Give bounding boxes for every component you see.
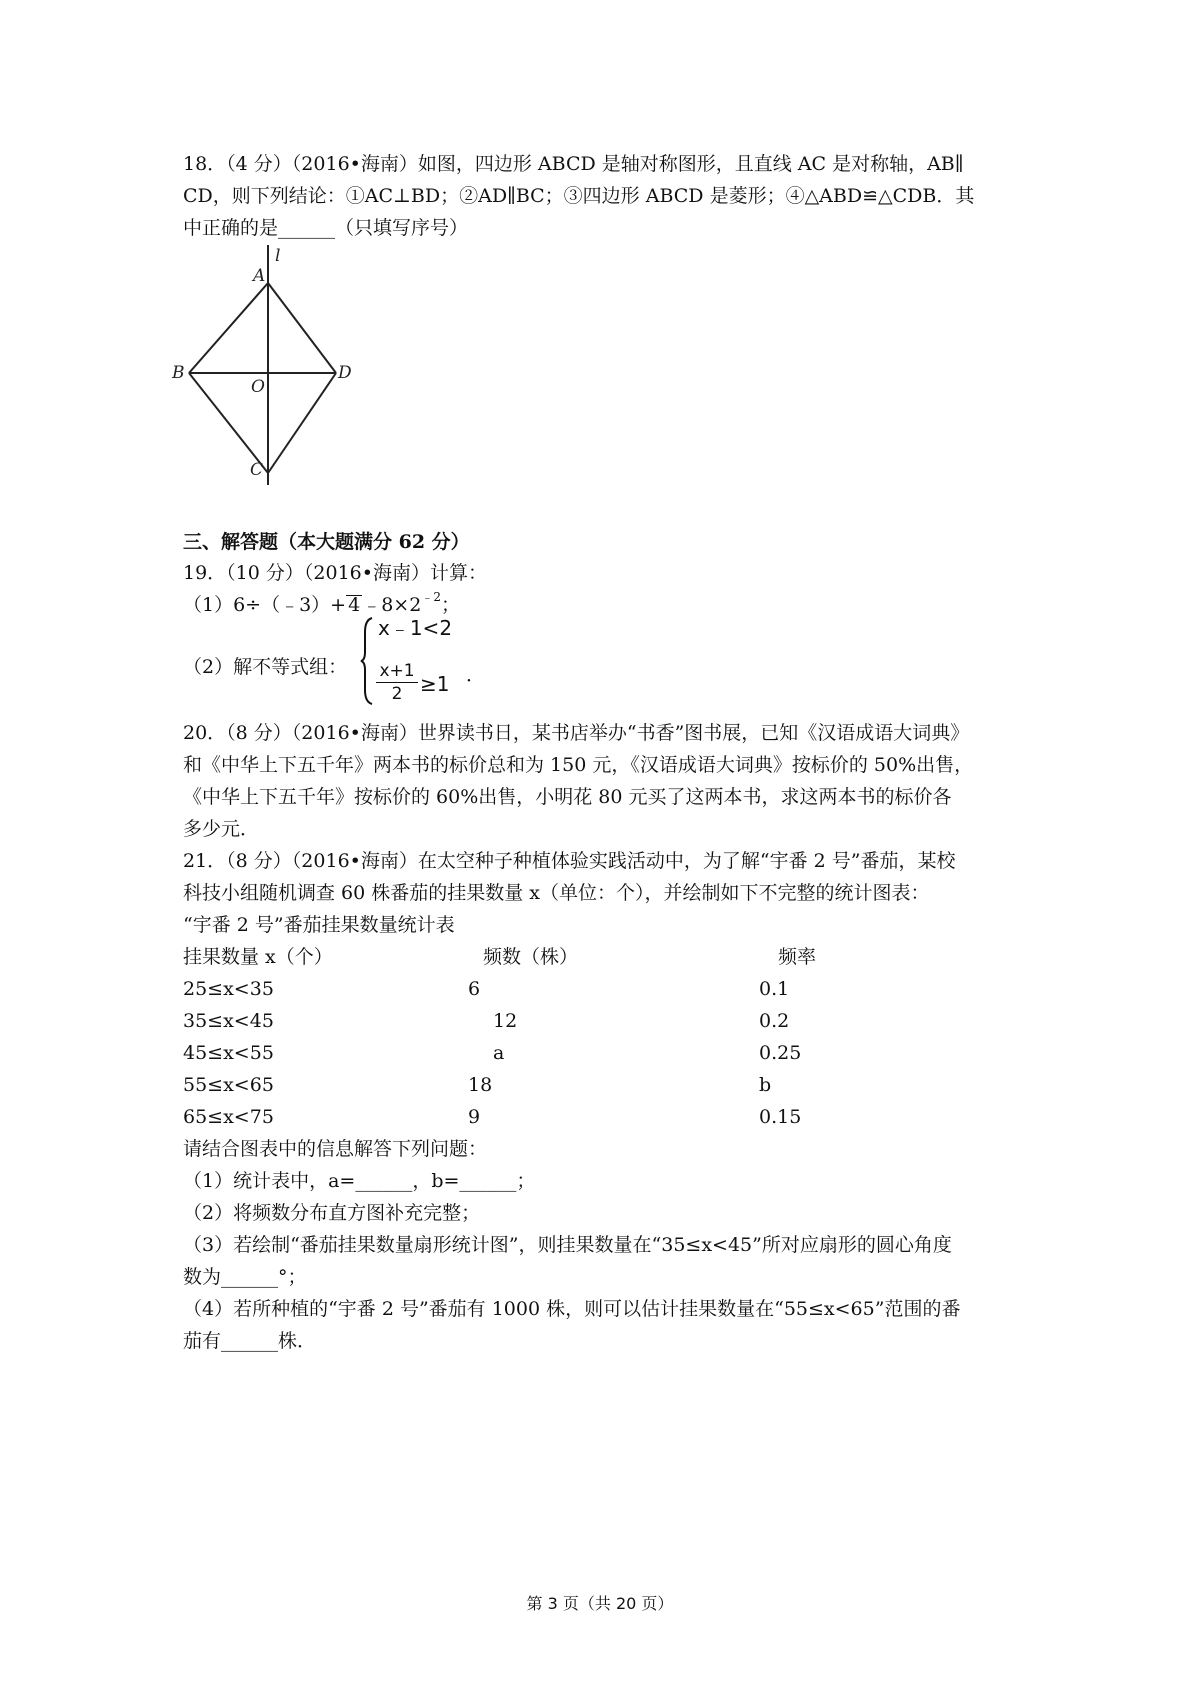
side-ad [268,283,336,373]
inequality-1: x﹣1<2 [378,616,453,640]
q18-line-2: CD，则下列结论：①AC⊥BD；②AD∥BC；③四边形 ABCD 是菱形；④△ABD≌△CDB．其 [183,185,975,207]
q21-sub-3a: （3）若绘制“番茄挂果数量扇形统计图”，则挂果数量在“35≤x<45”所对应扇形的圆心角度 [183,1234,952,1256]
left-brace-icon [360,616,374,706]
q19-p2-label: （2）解不等式组： [183,656,348,678]
q19-p1-prefix: （1）6÷（﹣3）+ [183,594,347,616]
label-c: C [250,460,264,480]
q21-sub-4a: （4）若所种植的“宇番 2 号”番茄有 1000 株，则可以估计挂果数量在“55≤x<65”范围的番 [183,1298,961,1320]
table-row-5-range: 65≤x<75 [183,1106,274,1128]
q19-p1-rest: ﹣8×2 [362,594,422,616]
inequality-2-relation: ≥1 [420,672,450,696]
table-row-2-range: 35≤x<45 [183,1010,274,1032]
section-title: 三、解答题（本大题满分 62 分） [183,531,470,553]
side-dc [268,373,336,473]
label-b: B [172,363,185,383]
table-header-rate: 频率 [778,946,817,968]
table-row-1-frequency: 6 [468,978,481,1000]
table-row-3-frequency: a [493,1042,505,1064]
table-row-2-frequency: 12 [493,1010,518,1032]
q21-instructions: 请结合图表中的信息解答下列问题： [183,1138,488,1160]
q21-sub-4b: 茄有______株． [183,1330,317,1352]
table-row-5-frequency: 9 [468,1106,481,1128]
fraction-denominator: 2 [391,684,403,704]
table-row-4-frequency: 18 [468,1074,493,1096]
table-row-5-rate: 0.15 [759,1106,802,1128]
table-title: “宇番 2 号”番茄挂果数量统计表 [183,914,455,936]
table-row-3-range: 45≤x<55 [183,1042,274,1064]
q21-sub-1: （1）统计表中，a=______，b=______； [183,1170,536,1192]
table-header-range: 挂果数量 x（个） [183,946,333,968]
fraction [376,660,418,705]
q21-sub-3b: 数为______°； [183,1266,307,1288]
sqrt-radicand: 4 [348,594,361,616]
q20-line-2: 和《中华上下五千年》两本书的标价总和为 150 元，《汉语成语大词典》按标价的 50%出售， [183,754,974,776]
label-a: A [253,266,266,286]
q20-line-1: 20．（8 分）（2016•海南）世界读书日，某书店举办“书香”图书展，已知《汉语成语大词典》 [183,722,970,744]
q19-stem: 19．（10 分）（2016•海南）计算： [183,562,487,584]
label-d: D [338,363,352,383]
table-row-4-rate: b [759,1074,772,1096]
q19-p1-exponent: ﹣2 [421,590,441,604]
q19-p1-end: ； [440,594,460,616]
table-row-1-rate: 0.1 [759,978,790,1000]
q20-line-3: 《中华上下五千年》按标价的 60%出售，小明花 80 元买了这两本书，求这两本书的标价各 [183,786,952,808]
label-o: O [251,377,265,397]
q20-line-4: 多少元． [183,818,260,840]
table-row-2-rate: 0.2 [759,1010,790,1032]
q18-line-3: 中正确的是______（只填写序号） [183,217,469,239]
fraction-numerator: x+1 [376,660,418,683]
q18-line-1: 18．（4 分）（2016•海南）如图，四边形 ABCD 是轴对称图形，且直线 AC 是对称轴，AB∥ [183,153,964,175]
table-row-1-range: 25≤x<35 [183,978,274,1000]
table-row-3-rate: 0.25 [759,1042,802,1064]
page-footer: 第 3 页（共 20 页） [526,1594,674,1613]
q21-sub-2: （2）将频数分布直方图补充完整； [183,1202,481,1224]
table-row-4-range: 55≤x<65 [183,1074,274,1096]
table-header-frequency: 频数（株） [483,946,579,968]
rhombus-figure [172,245,378,485]
q21-line-2: 科技小组随机调查 60 株番茄的挂果数量 x（单位：个），并绘制如下不完整的统计图表： [183,882,930,904]
label-l: l [275,246,281,266]
side-ab [189,283,268,373]
q21-line-1: 21．（8 分）（2016•海南）在太空种子种植体验实践活动中，为了解“宇番 2 号”番茄，某校 [183,850,956,872]
q19-p2-end: ． [466,664,486,686]
